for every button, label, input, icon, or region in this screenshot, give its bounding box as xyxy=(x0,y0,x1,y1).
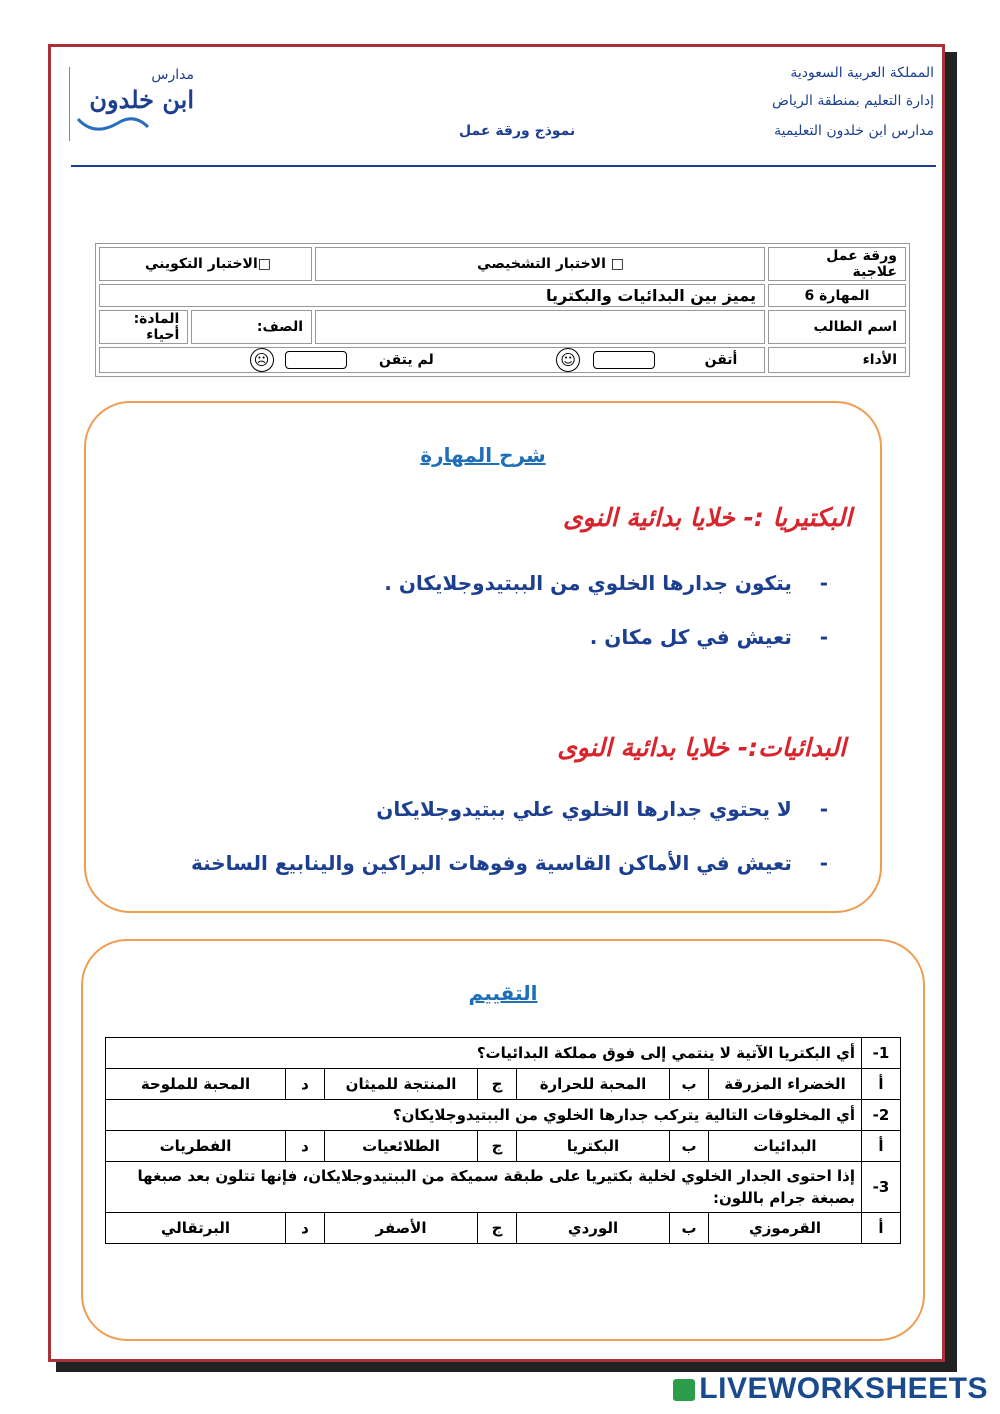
info-row-student xyxy=(99,310,906,344)
question-number: 3- xyxy=(862,1162,901,1213)
question-row-2 xyxy=(106,1100,901,1131)
option-letter: ج xyxy=(478,1131,517,1162)
option-formative[interactable]: □الاختبار التكويني xyxy=(99,247,312,281)
option-letter: ب xyxy=(670,1131,709,1162)
question-row-1 xyxy=(106,1038,901,1069)
header-center-title: نموذج ورقة عمل xyxy=(459,123,576,139)
question-number: 1- xyxy=(862,1038,901,1069)
logo-swoosh xyxy=(74,97,154,137)
skill-explanation-box xyxy=(84,401,882,913)
bullet-text: تعيش في الأماكن القاسية وفوهات البراكين والينابيع الساخنة xyxy=(190,851,792,875)
option-letter: أ xyxy=(862,1131,901,1162)
header-school: مدارس ابن خلدون التعليمية xyxy=(774,123,934,139)
option-a[interactable]: البدائيات xyxy=(709,1131,862,1162)
not-mastered-box[interactable] xyxy=(285,351,347,369)
frown-icon: ☹ xyxy=(250,348,274,372)
mastered-box[interactable] xyxy=(593,351,655,369)
option-c[interactable]: الأصفر xyxy=(325,1213,478,1244)
option-letter: ج xyxy=(478,1069,517,1100)
performance-options xyxy=(99,347,765,373)
bacteria-point-2 xyxy=(590,625,828,649)
archaea-heading: البدائيات:- خلايا بدائية النوى xyxy=(557,733,846,762)
info-row-type xyxy=(99,247,906,281)
option-b[interactable]: المحبة للحرارة xyxy=(517,1069,670,1100)
explanation-title: شرح المهارة xyxy=(420,443,546,467)
option-d[interactable]: المحبة للملوحة xyxy=(106,1069,286,1100)
option-letter: ج xyxy=(478,1213,517,1244)
option-b[interactable]: البكتريا xyxy=(517,1131,670,1162)
school-logo xyxy=(69,67,200,141)
bullet-text: لا يحتوي جدارها الخلوي علي ببتيدوجلايكان xyxy=(376,797,792,821)
question-text: إذا احتوى الجدار الخلوي لخلية بكتيريا على طبقة سميكة من الببتيدوجلايكان، فإنها تتلون بعد صبغها بصبغة جرام باللون: xyxy=(106,1162,862,1213)
answer-row-3 xyxy=(106,1213,901,1244)
option-letter: ب xyxy=(670,1069,709,1100)
performance-label: الأداء xyxy=(768,347,906,373)
mastered-label: أتقن xyxy=(704,352,738,368)
option-a[interactable]: الخضراء المزرقة xyxy=(709,1069,862,1100)
student-name-field[interactable] xyxy=(315,310,765,344)
answer-row-2 xyxy=(106,1131,901,1162)
skill-value: يميز بين البدائيات والبكتريا xyxy=(99,284,765,307)
info-row-skill xyxy=(99,284,906,307)
smile-icon: ☺ xyxy=(556,348,580,372)
option-diagnostic[interactable]: □ الاختبار التشخيصي xyxy=(315,247,765,281)
skill-label: المهارة 6 xyxy=(768,284,906,307)
bullet-dash: - xyxy=(819,797,828,821)
option-letter: د xyxy=(286,1213,325,1244)
option-letter: أ xyxy=(862,1069,901,1100)
bullet-text: تعيش في كل مكان . xyxy=(589,625,792,649)
logo-main-text: ابن خلدون xyxy=(89,85,194,114)
header-divider xyxy=(71,165,936,167)
student-info-table xyxy=(95,243,910,377)
worksheet-type-label: ورقة عمل علاجية xyxy=(768,247,906,281)
quiz-table xyxy=(105,1037,901,1244)
option-c[interactable]: الطلائعيات xyxy=(325,1131,478,1162)
assessment-title: التقييم xyxy=(468,981,538,1005)
option-d[interactable]: البرتقالي xyxy=(106,1213,286,1244)
header-department: إدارة التعليم بمنطقة الرياض xyxy=(771,93,934,109)
bullet-dash: - xyxy=(819,625,828,649)
question-number: 2- xyxy=(862,1100,901,1131)
watermark-text: LIVEWORKSHEETS xyxy=(699,1372,988,1405)
worksheet-frame xyxy=(48,44,945,1362)
option-letter: ب xyxy=(670,1213,709,1244)
bacteria-heading: البكتيريا :- خلايا بدائية النوى xyxy=(562,503,852,532)
assessment-box xyxy=(81,939,925,1341)
liveworksheets-logo-icon xyxy=(673,1379,695,1401)
option-letter: د xyxy=(286,1069,325,1100)
question-row-3 xyxy=(106,1162,901,1213)
header-country: المملكة العربية السعودية xyxy=(790,65,934,81)
answer-row-1 xyxy=(106,1069,901,1100)
bacteria-point-1 xyxy=(384,571,828,595)
bullet-text: يتكون جدارها الخلوي من الببتيدوجلايكان . xyxy=(384,571,792,595)
class-field[interactable]: الصف: xyxy=(191,310,312,344)
student-name-label: اسم الطالب xyxy=(768,310,906,344)
bullet-dash: - xyxy=(819,851,828,875)
option-letter: أ xyxy=(862,1213,901,1244)
option-c[interactable]: المنتجة للميثان xyxy=(325,1069,478,1100)
question-text: أي البكتريا الآتية لا ينتمي إلى فوق مملكة البدائيات؟ xyxy=(106,1038,862,1069)
option-b[interactable]: الوردي xyxy=(517,1213,670,1244)
question-text: أي المخلوقات التالية يتركب جدارها الخلوي من الببتيدوجلايكان؟ xyxy=(106,1100,862,1131)
option-a[interactable]: القرموزي xyxy=(709,1213,862,1244)
option-d[interactable]: الفطريات xyxy=(106,1131,286,1162)
not-mastered-label: لم يتقن xyxy=(378,352,434,368)
bullet-dash: - xyxy=(819,571,828,595)
logo-top-text: مدارس xyxy=(151,67,194,83)
option-letter: د xyxy=(286,1131,325,1162)
liveworksheets-watermark xyxy=(673,1372,988,1406)
subject-field: المادة: أحياء xyxy=(99,310,188,344)
archaea-point-1 xyxy=(376,797,828,821)
archaea-point-2 xyxy=(191,851,828,875)
info-row-performance xyxy=(99,347,906,373)
